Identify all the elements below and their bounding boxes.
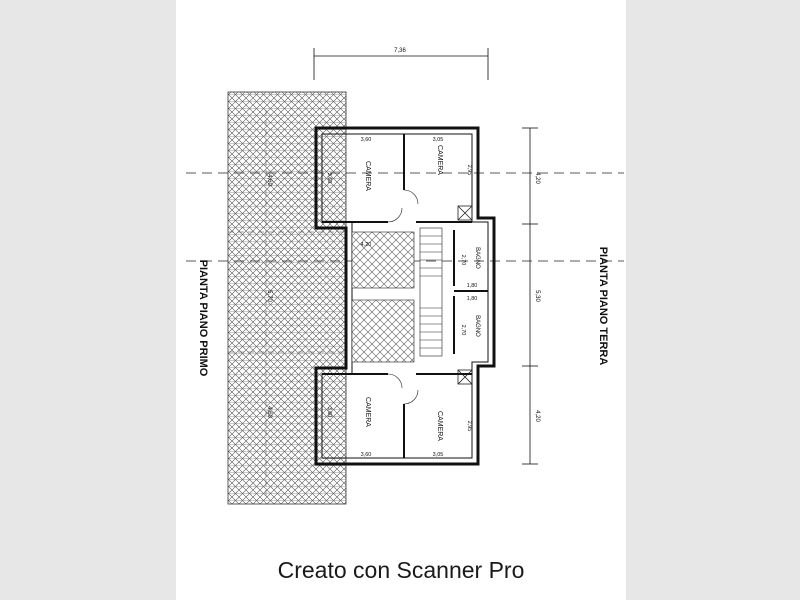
camera-bottom-left-depth: 3,60 xyxy=(326,406,332,418)
left-margin xyxy=(0,0,176,600)
bottom-depth-label: 4,20 xyxy=(534,410,540,422)
bagno-top-label: BAGNO xyxy=(474,247,480,269)
camera-top-left-label: CAMERA xyxy=(364,161,371,191)
camera-top-right-label: CAMERA xyxy=(436,145,443,175)
plan-title-primo: PIANTA PIANO PRIMO xyxy=(197,259,209,377)
corridor-floor-2 xyxy=(352,300,414,362)
scanned-page xyxy=(176,0,626,600)
bagno-bottom-depth: 2,70 xyxy=(460,324,466,336)
middle-depth-label: 5,30 xyxy=(534,290,540,302)
bagno-bottom-width: 1,80 xyxy=(466,296,478,302)
left-bottom-depth-label: 4,60 xyxy=(266,406,272,418)
camera-top-left-depth: 3,60 xyxy=(326,172,332,184)
corridor-floor xyxy=(352,232,414,288)
camera-bottom-right-width: 3,05 xyxy=(432,452,444,458)
scanner-footer: Creato con Scanner Pro xyxy=(277,557,525,583)
roof-tiles xyxy=(228,92,346,504)
shafts xyxy=(458,206,472,384)
left-mid-depth-label: 5,70 xyxy=(266,290,272,302)
left-top-depth-label: 4,60 xyxy=(266,174,272,186)
camera-top-right-depth: 2,95 xyxy=(466,164,472,176)
staircase xyxy=(420,228,442,356)
camera-top-right-width: 3,05 xyxy=(432,137,444,143)
camera-bottom-left-label: CAMERA xyxy=(364,397,371,427)
plan-title-terra: PIANTA PIANO TERRA xyxy=(597,246,609,366)
right-margin xyxy=(626,0,800,600)
camera-bottom-right-depth: 2,95 xyxy=(466,420,472,432)
bagno-top-width: 1,80 xyxy=(466,283,478,289)
camera-top-left-width: 3,60 xyxy=(360,137,372,143)
bagno-top-depth: 2,70 xyxy=(460,254,466,266)
camera-bottom-left-width: 3,60 xyxy=(360,452,372,458)
stair-width-label: 4,20 xyxy=(360,242,372,248)
overall-width-label: 7,36 xyxy=(394,48,406,54)
bagno-bottom-label: BAGNO xyxy=(474,315,480,337)
top-depth-label: 4,20 xyxy=(534,172,540,184)
camera-bottom-right-label: CAMERA xyxy=(436,411,443,441)
doors xyxy=(388,190,418,404)
floor-plan xyxy=(176,0,626,540)
